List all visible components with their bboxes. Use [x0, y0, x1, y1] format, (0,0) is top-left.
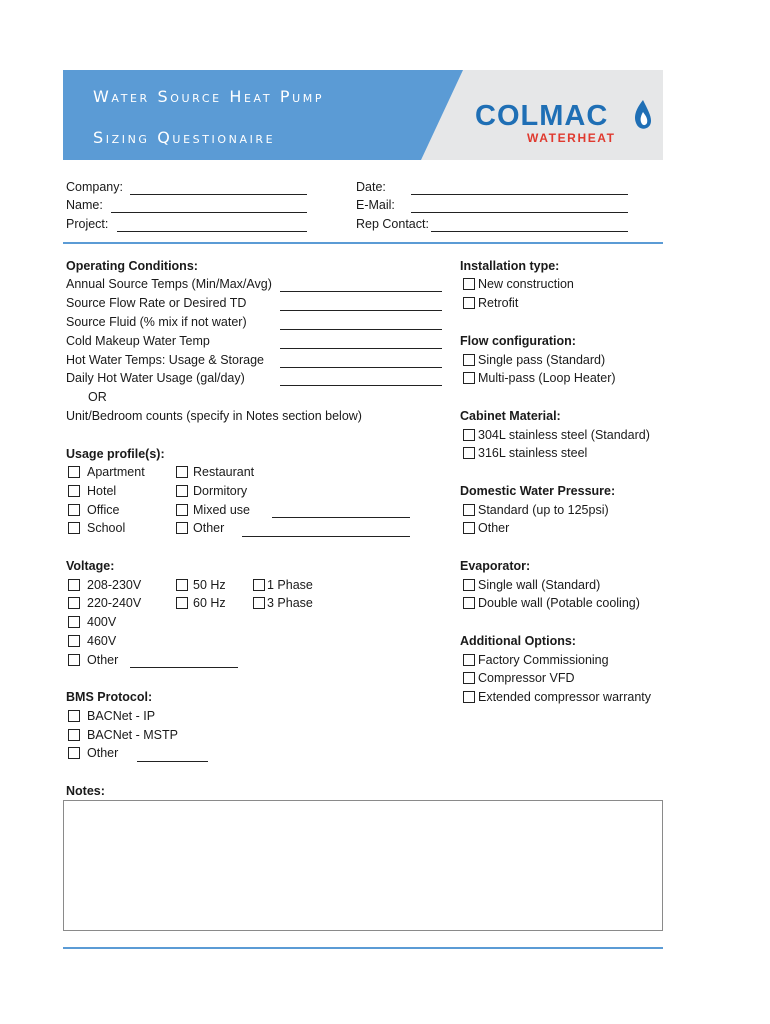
dormitory-checkbox[interactable] [176, 485, 188, 497]
operating-row: Source Fluid (% mix if not water) [66, 315, 247, 329]
company-label: Company: [66, 180, 123, 194]
single-wall-checkbox[interactable] [463, 579, 475, 591]
retrofit-checkbox[interactable] [463, 297, 475, 309]
usage-option-label: Mixed use [193, 503, 250, 517]
or-text: OR [88, 390, 107, 404]
cabinet-option-label: 316L stainless steel [478, 446, 588, 460]
compressor-vfd-checkbox[interactable] [463, 672, 475, 684]
source-flow-rate-field[interactable] [280, 310, 442, 311]
voltage-option-label: Other [87, 653, 119, 667]
pressure-standard-checkbox[interactable] [463, 504, 475, 516]
stainless-304l-checkbox[interactable] [463, 429, 475, 441]
unit-counts-text: Unit/Bedroom counts (specify in Notes section below) [66, 409, 362, 423]
pressure-other-checkbox[interactable] [463, 522, 475, 534]
voltage-option-label: 220-240V [87, 596, 142, 610]
single-pass-checkbox[interactable] [463, 354, 475, 366]
office-checkbox[interactable] [68, 504, 80, 516]
bms-heading: BMS Protocol: [66, 690, 153, 704]
voltage-option-label: 400V [87, 615, 117, 629]
annual-source-temps-field[interactable] [280, 291, 442, 292]
factory-commissioning-checkbox[interactable] [463, 654, 475, 666]
rep-contact-field[interactable] [431, 231, 628, 232]
form-title-line1: Water Source Heat Pump [93, 87, 325, 106]
voltage-208-230-checkbox[interactable] [68, 579, 80, 591]
cabinet-heading: Cabinet Material: [460, 409, 561, 423]
freq-50hz-checkbox[interactable] [176, 579, 188, 591]
freq-60hz-checkbox[interactable] [176, 597, 188, 609]
form-title-line2: Sizing Questionaire [93, 128, 276, 147]
voltage-other-field[interactable] [130, 667, 238, 668]
rep-contact-label: Rep Contact: [356, 217, 429, 231]
cabinet-option-label: 304L stainless steel (Standard) [478, 428, 650, 442]
source-fluid-field[interactable] [280, 329, 442, 330]
hotel-checkbox[interactable] [68, 485, 80, 497]
usage-option-label: Apartment [87, 465, 145, 479]
usage-option-label: Office [87, 503, 120, 517]
phase-option-label: 1 Phase [267, 578, 313, 592]
school-checkbox[interactable] [68, 522, 80, 534]
divider-bottom [63, 947, 663, 949]
pressure-option-label: Other [478, 521, 510, 535]
bms-option-label: BACNet - IP [87, 709, 156, 723]
cold-makeup-temp-field[interactable] [280, 348, 442, 349]
voltage-option-label: 208-230V [87, 578, 142, 592]
company-field[interactable] [130, 194, 307, 195]
double-wall-checkbox[interactable] [463, 597, 475, 609]
restaurant-checkbox[interactable] [176, 466, 188, 478]
installation-heading: Installation type: [460, 259, 560, 273]
name-field[interactable] [111, 212, 307, 213]
bms-option-label: Other [87, 746, 119, 760]
multi-pass-checkbox[interactable] [463, 372, 475, 384]
phase-1-checkbox[interactable] [253, 579, 265, 591]
usage-heading: Usage profile(s): [66, 447, 165, 461]
notes-textarea[interactable] [63, 800, 663, 931]
additional-option-label: Compressor VFD [478, 671, 575, 685]
operating-row: Source Flow Rate or Desired TD [66, 296, 247, 310]
bms-other-checkbox[interactable] [68, 747, 80, 759]
voltage-other-checkbox[interactable] [68, 654, 80, 666]
installation-option-label: New construction [478, 277, 574, 291]
bms-other-field[interactable] [137, 761, 208, 762]
logo-main-text: COLMAC [475, 100, 609, 132]
date-label: Date: [356, 180, 386, 194]
bms-option-label: BACNet - MSTP [87, 728, 178, 742]
operating-row: Hot Water Temps: Usage & Storage [66, 353, 265, 367]
operating-row: Annual Source Temps (Min/Max/Avg) [66, 277, 272, 291]
phase-option-label: 3 Phase [267, 596, 313, 610]
project-label: Project: [66, 217, 109, 231]
new-construction-checkbox[interactable] [463, 278, 475, 290]
email-label: E-Mail: [356, 198, 395, 212]
header-banner [63, 70, 663, 160]
installation-option-label: Retrofit [478, 296, 519, 310]
name-label: Name: [66, 198, 103, 212]
evaporator-heading: Evaporator: [460, 559, 531, 573]
stainless-316l-checkbox[interactable] [463, 447, 475, 459]
pressure-heading: Domestic Water Pressure: [460, 484, 616, 498]
apartment-checkbox[interactable] [68, 466, 80, 478]
voltage-400-checkbox[interactable] [68, 616, 80, 628]
usage-option-label: Dormitory [193, 484, 248, 498]
mixed-use-checkbox[interactable] [176, 504, 188, 516]
voltage-heading: Voltage: [66, 559, 115, 573]
bacnet-ip-checkbox[interactable] [68, 710, 80, 722]
extended-warranty-checkbox[interactable] [463, 691, 475, 703]
phase-3-checkbox[interactable] [253, 597, 265, 609]
voltage-option-label: 460V [87, 634, 117, 648]
additional-heading: Additional Options: [460, 634, 576, 648]
flow-option-label: Single pass (Standard) [478, 353, 606, 367]
pressure-option-label: Standard (up to 125psi) [478, 503, 609, 517]
usage-option-label: School [87, 521, 126, 535]
bacnet-mstp-checkbox[interactable] [68, 729, 80, 741]
voltage-460-checkbox[interactable] [68, 635, 80, 647]
usage-other-checkbox[interactable] [176, 522, 188, 534]
evaporator-option-label: Single wall (Standard) [478, 578, 601, 592]
freq-option-label: 50 Hz [193, 578, 226, 592]
flow-heading: Flow configuration: [460, 334, 576, 348]
operating-row: Cold Makeup Water Temp [66, 334, 210, 348]
additional-option-label: Extended compressor warranty [478, 690, 651, 704]
colmac-logo [475, 92, 660, 147]
divider-top [63, 242, 663, 244]
operating-row: Daily Hot Water Usage (gal/day) [66, 371, 245, 385]
project-field[interactable] [117, 231, 307, 232]
hot-water-temps-field[interactable] [280, 367, 442, 368]
email-field[interactable] [411, 212, 628, 213]
mixed-use-field[interactable] [272, 517, 410, 518]
additional-option-label: Factory Commissioning [478, 653, 609, 667]
usage-other-field[interactable] [242, 536, 410, 537]
evaporator-option-label: Double wall (Potable cooling) [478, 596, 640, 610]
daily-usage-field[interactable] [280, 385, 442, 386]
voltage-220-240-checkbox[interactable] [68, 597, 80, 609]
usage-option-label: Other [193, 521, 225, 535]
date-field[interactable] [411, 194, 628, 195]
logo-sub-text: WATERHEAT [527, 131, 616, 145]
usage-option-label: Hotel [87, 484, 117, 498]
flow-option-label: Multi-pass (Loop Heater) [478, 371, 616, 385]
usage-option-label: Restaurant [193, 465, 255, 479]
freq-option-label: 60 Hz [193, 596, 226, 610]
notes-heading: Notes: [66, 784, 105, 798]
operating-heading: Operating Conditions: [66, 259, 198, 273]
